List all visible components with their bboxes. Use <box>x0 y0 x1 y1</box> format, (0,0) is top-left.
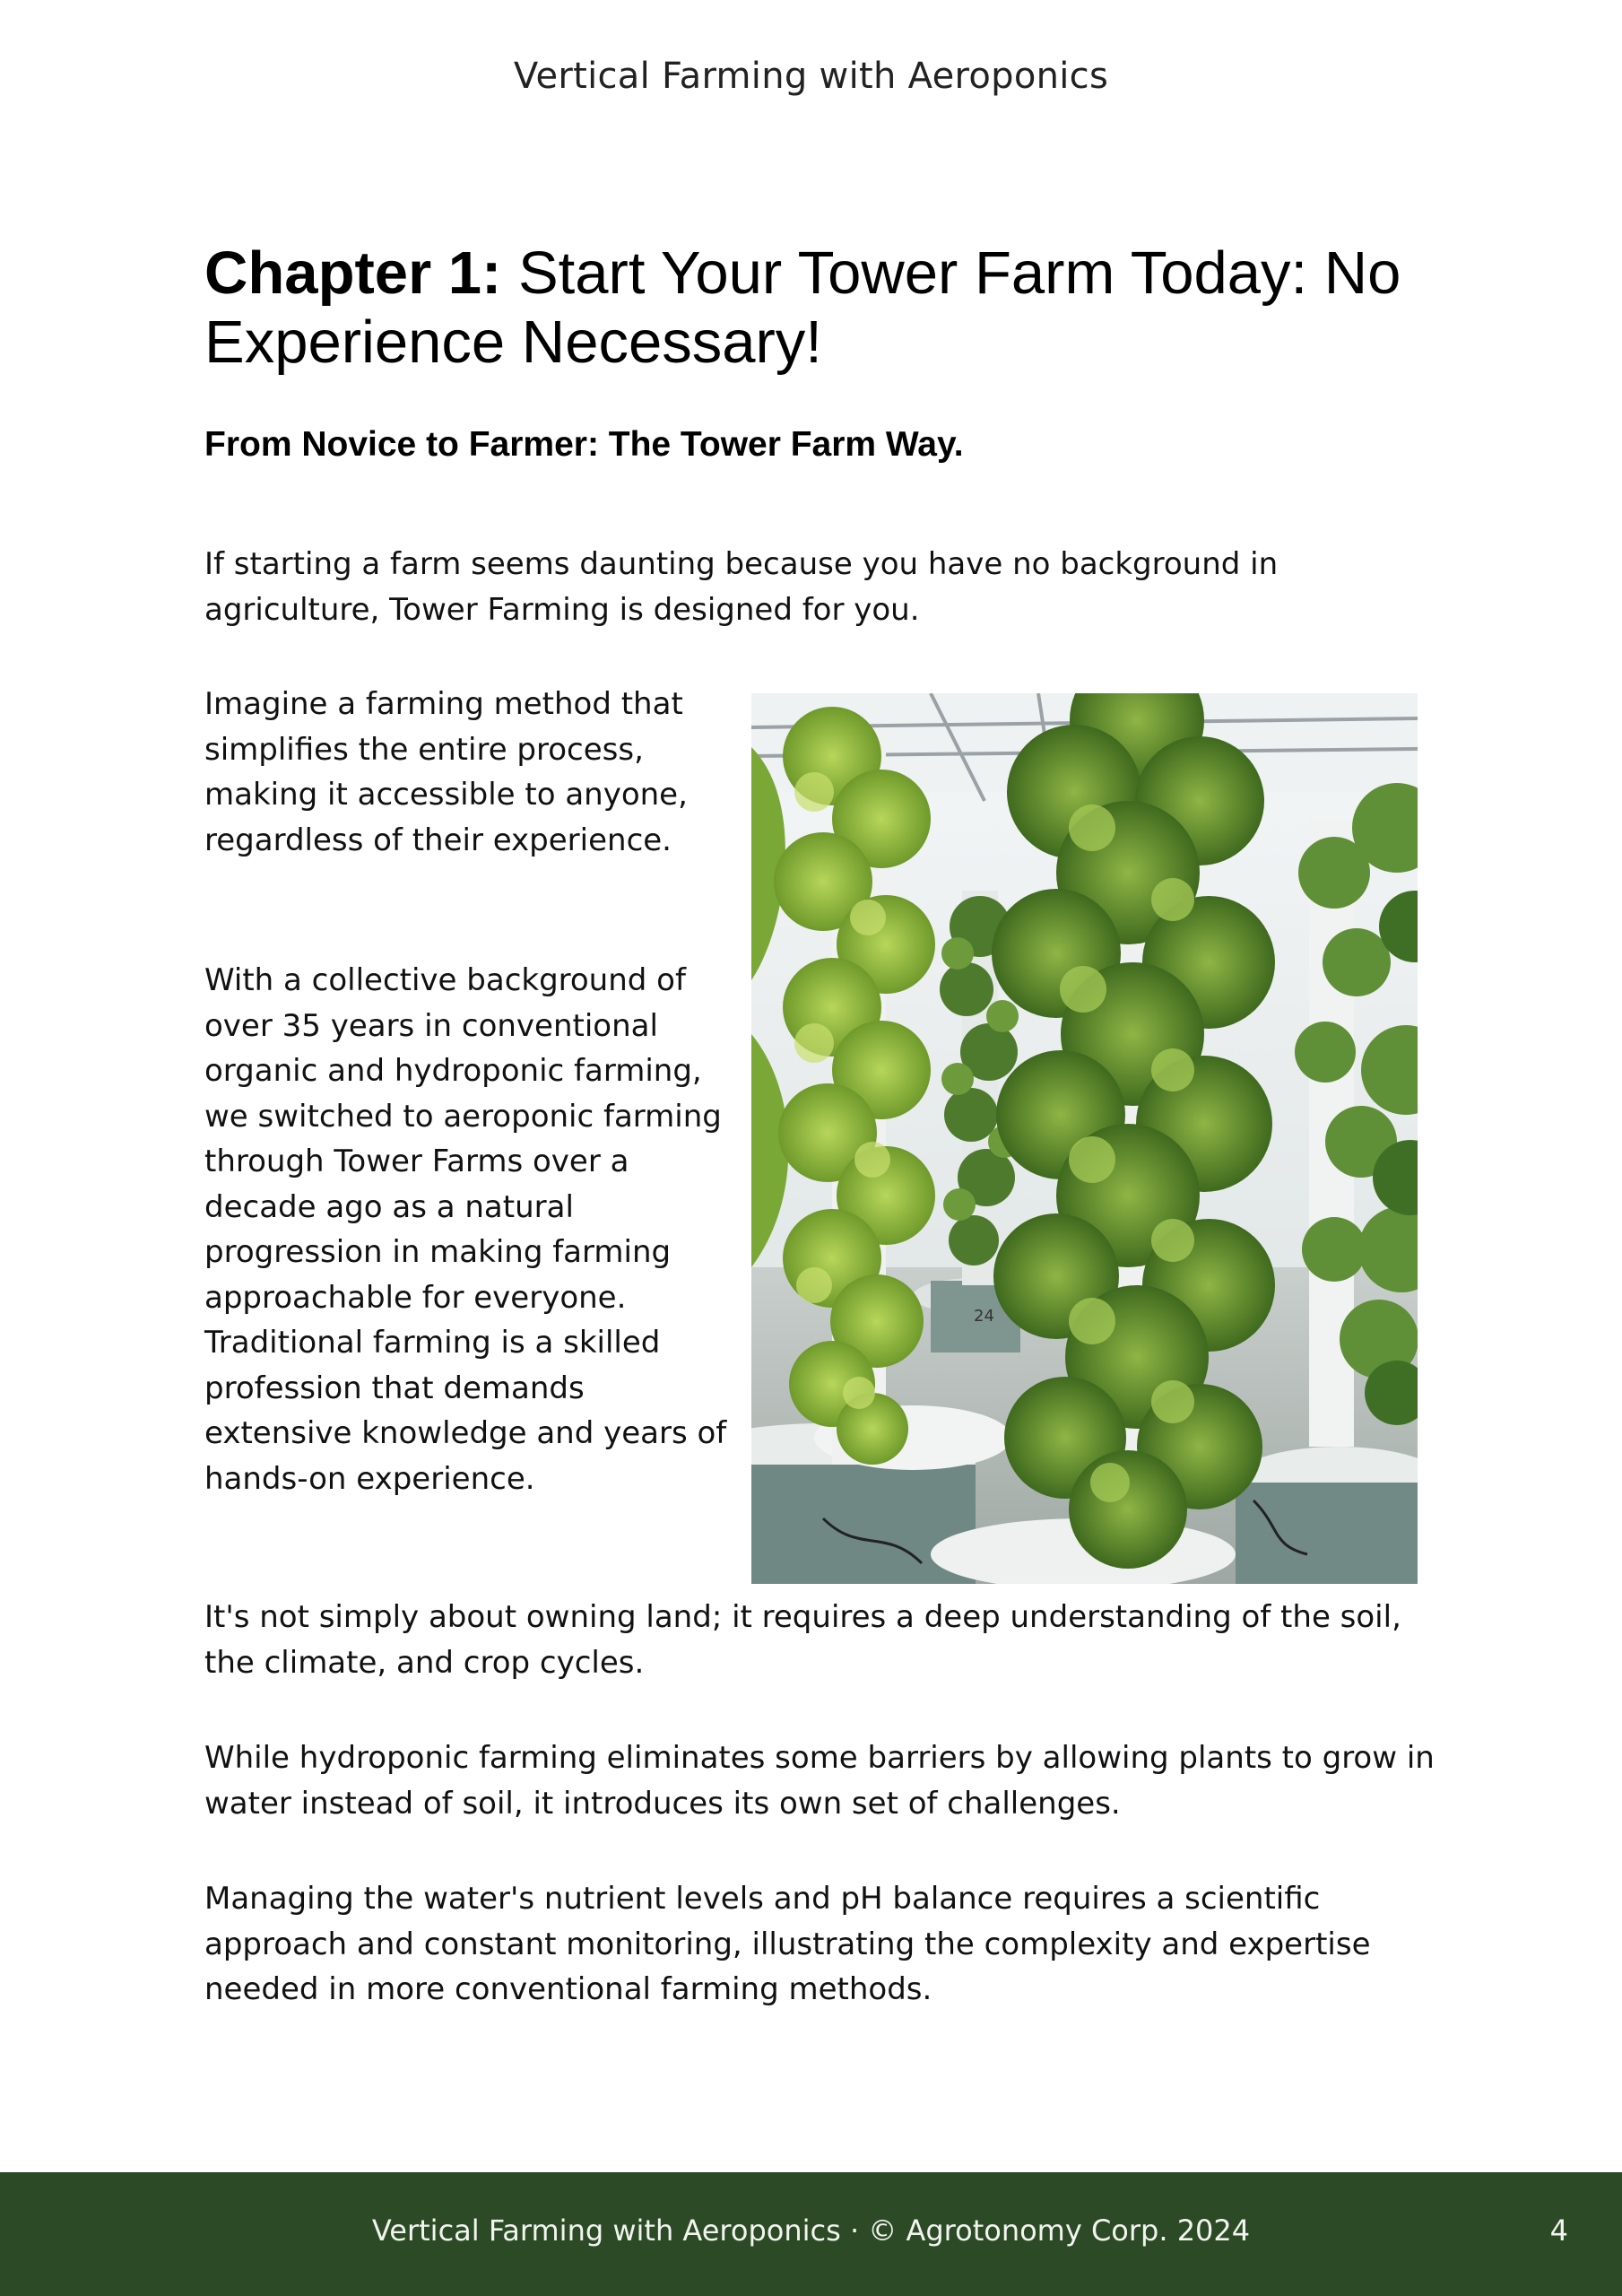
chapter-title <box>204 239 1433 377</box>
paragraph-hydroponic: While hydroponic farming eliminates some barriers by allowing plants to grow in water instead of soil, it introduces its own set of challenges. <box>204 1740 1435 1822</box>
paragraph-intro: If starting a farm seems daunting because you have no background in agriculture, Tower Farming is designed for you. <box>204 546 1279 628</box>
tower-label: 24 <box>974 1307 994 1326</box>
paragraph-background: With a collective background of over 35 years in conventional organic and hydroponic farming, we switched to aeroponic farming through Tower Farms over a decade ago as a natural progression in making farming approachable for everyone. Traditional farming is a skilled profession that demands extensive knowledge and years of hands-on experience. <box>204 962 727 1497</box>
paragraph-managing: Managing the water's nutrient levels and pH balance requires a scientific approach and constant monitoring, illustrating the complexity and expertise needed in more conventional farming methods. <box>204 1881 1371 2007</box>
lettuce-tower-photo <box>751 693 1418 1584</box>
paragraph-imagine: Imagine a farming method that simplifies the entire process, making it accessible to anyone, regardless of their experience. <box>204 686 688 858</box>
paragraph-land: It's not simply about owning land; it requires a deep understanding of the soil, the climate, and crop cycles. <box>204 1599 1401 1681</box>
page-number: 4 <box>1549 2213 1568 2248</box>
page-footer <box>0 2172 1622 2296</box>
chapter-label: Chapter 1: <box>204 239 502 307</box>
running-header: Vertical Farming with Aeroponics <box>513 56 1109 97</box>
chapter-title-text: Start Your Tower Farm Today: No Experience Necessary! <box>204 239 1401 376</box>
chapter-subtitle: From Novice to Farmer: The Tower Farm Way. <box>204 425 964 464</box>
footer-text: Vertical Farming with Aeroponics · © Agrotonomy Corp. 2024 <box>371 2213 1251 2248</box>
